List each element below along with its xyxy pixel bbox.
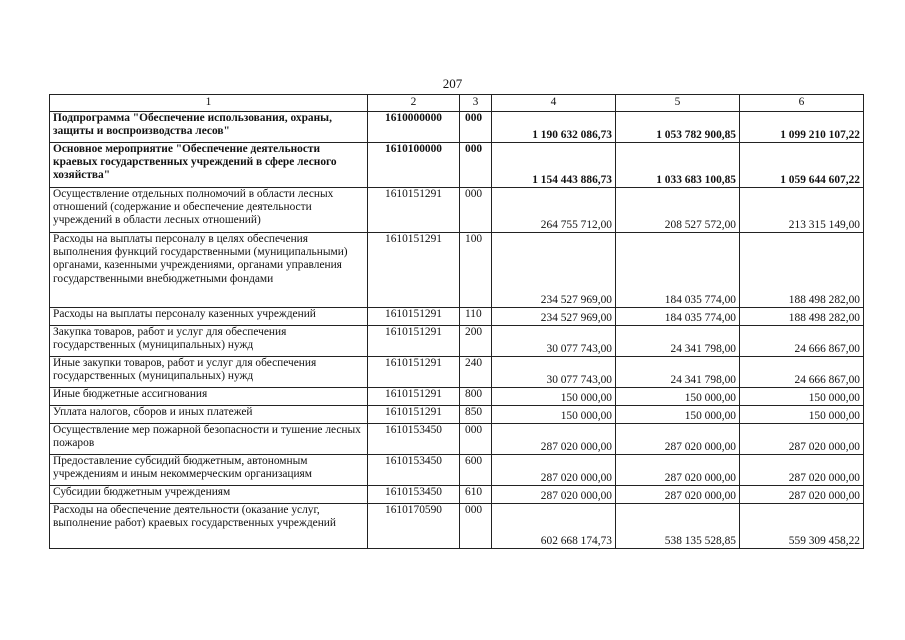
column-header: 2 <box>368 95 460 112</box>
column-header: 5 <box>616 95 740 112</box>
row-type-cell: 600 <box>460 455 492 486</box>
row-type-cell: 000 <box>460 112 492 143</box>
row-value-cell: 208 527 572,00 <box>616 188 740 233</box>
row-name-cell: Расходы на выплаты персоналу в целях обеспечения выполнения функций государственными (муниципальными) органами, казенными учреждениями, органами управления государственными внебюджетными фондами <box>50 233 368 308</box>
row-value-cell: 1 059 644 607,22 <box>740 143 864 188</box>
row-name-cell: Осуществление мер пожарной безопасности и тушение лесных пожаров <box>50 424 368 455</box>
row-type-cell: 000 <box>460 188 492 233</box>
column-header: 6 <box>740 95 864 112</box>
column-header: 3 <box>460 95 492 112</box>
table-row <box>50 504 864 549</box>
table-row <box>50 143 864 188</box>
table-row <box>50 308 864 326</box>
column-header: 1 <box>50 95 368 112</box>
row-type-cell: 850 <box>460 406 492 424</box>
row-type-cell: 000 <box>460 424 492 455</box>
row-code-cell: 1610151291 <box>368 188 460 233</box>
row-code-cell: 1610153450 <box>368 424 460 455</box>
row-value-cell: 1 053 782 900,85 <box>616 112 740 143</box>
row-code-cell: 1610151291 <box>368 326 460 357</box>
row-name-cell: Подпрограмма "Обеспечение использования, охраны, защиты и воспроизводства лесов" <box>50 112 368 143</box>
row-value-cell: 1 190 632 086,73 <box>492 112 616 143</box>
row-value-cell: 287 020 000,00 <box>740 486 864 504</box>
row-value-cell: 150 000,00 <box>492 388 616 406</box>
row-value-cell: 287 020 000,00 <box>492 424 616 455</box>
row-value-cell: 559 309 458,22 <box>740 504 864 549</box>
row-value-cell: 213 315 149,00 <box>740 188 864 233</box>
row-value-cell: 24 666 867,00 <box>740 357 864 388</box>
row-code-cell: 1610000000 <box>368 112 460 143</box>
row-value-cell: 264 755 712,00 <box>492 188 616 233</box>
row-code-cell: 1610151291 <box>368 388 460 406</box>
row-value-cell: 150 000,00 <box>616 388 740 406</box>
row-value-cell: 287 020 000,00 <box>740 424 864 455</box>
row-name-cell: Иные закупки товаров, работ и услуг для обеспечения государственных (муниципальных) нужд <box>50 357 368 388</box>
row-value-cell: 234 527 969,00 <box>492 308 616 326</box>
row-type-cell: 800 <box>460 388 492 406</box>
row-value-cell: 30 077 743,00 <box>492 326 616 357</box>
row-value-cell: 287 020 000,00 <box>616 486 740 504</box>
row-code-cell: 1610100000 <box>368 143 460 188</box>
row-value-cell: 24 666 867,00 <box>740 326 864 357</box>
row-value-cell: 287 020 000,00 <box>740 455 864 486</box>
row-value-cell: 150 000,00 <box>740 406 864 424</box>
row-name-cell: Субсидии бюджетным учреждениям <box>50 486 368 504</box>
table-row <box>50 486 864 504</box>
table-row <box>50 388 864 406</box>
row-value-cell: 24 341 798,00 <box>616 357 740 388</box>
row-value-cell: 538 135 528,85 <box>616 504 740 549</box>
row-name-cell: Основное мероприятие "Обеспечение деятельности краевых государственных учреждений в сфере лесного хозяйства" <box>50 143 368 188</box>
row-value-cell: 188 498 282,00 <box>740 233 864 308</box>
row-value-cell: 1 154 443 886,73 <box>492 143 616 188</box>
row-value-cell: 188 498 282,00 <box>740 308 864 326</box>
table-row <box>50 455 864 486</box>
row-code-cell: 1610151291 <box>368 308 460 326</box>
row-value-cell: 184 035 774,00 <box>616 233 740 308</box>
row-value-cell: 150 000,00 <box>616 406 740 424</box>
row-code-cell: 1610153450 <box>368 455 460 486</box>
row-value-cell: 287 020 000,00 <box>616 424 740 455</box>
row-name-cell: Закупка товаров, работ и услуг для обеспечения государственных (муниципальных) нужд <box>50 326 368 357</box>
page-number: 207 <box>442 76 463 91</box>
table-row <box>50 406 864 424</box>
table-header-row <box>50 95 864 112</box>
row-value-cell: 287 020 000,00 <box>492 455 616 486</box>
row-value-cell: 1 033 683 100,85 <box>616 143 740 188</box>
column-header: 4 <box>492 95 616 112</box>
budget-table <box>49 94 864 549</box>
row-value-cell: 234 527 969,00 <box>492 233 616 308</box>
row-value-cell: 150 000,00 <box>492 406 616 424</box>
row-code-cell: 1610151291 <box>368 406 460 424</box>
row-code-cell: 1610151291 <box>368 233 460 308</box>
row-type-cell: 000 <box>460 504 492 549</box>
row-name-cell: Иные бюджетные ассигнования <box>50 388 368 406</box>
table-row <box>50 357 864 388</box>
row-type-cell: 000 <box>460 143 492 188</box>
table-row <box>50 326 864 357</box>
row-code-cell: 1610151291 <box>368 357 460 388</box>
row-name-cell: Расходы на выплаты персоналу казенных учреждений <box>50 308 368 326</box>
row-name-cell: Расходы на обеспечение деятельности (оказание услуг, выполнение работ) краевых государственных учреждений <box>50 504 368 549</box>
row-name-cell: Осуществление отдельных полномочий в области лесных отношений (содержание и обеспечение деятельности учреждений в области лесных отношений) <box>50 188 368 233</box>
row-value-cell: 24 341 798,00 <box>616 326 740 357</box>
row-value-cell: 1 099 210 107,22 <box>740 112 864 143</box>
row-value-cell: 602 668 174,73 <box>492 504 616 549</box>
row-code-cell: 1610170590 <box>368 504 460 549</box>
table-row <box>50 424 864 455</box>
row-name-cell: Уплата налогов, сборов и иных платежей <box>50 406 368 424</box>
row-value-cell: 287 020 000,00 <box>492 486 616 504</box>
row-type-cell: 110 <box>460 308 492 326</box>
table-row <box>50 112 864 143</box>
table-row <box>50 188 864 233</box>
row-value-cell: 184 035 774,00 <box>616 308 740 326</box>
row-type-cell: 100 <box>460 233 492 308</box>
row-name-cell: Предоставление субсидий бюджетным, автономным учреждениям и иным некоммерческим организациям <box>50 455 368 486</box>
row-value-cell: 150 000,00 <box>740 388 864 406</box>
row-type-cell: 200 <box>460 326 492 357</box>
table-row <box>50 233 864 308</box>
row-code-cell: 1610153450 <box>368 486 460 504</box>
row-value-cell: 287 020 000,00 <box>616 455 740 486</box>
row-type-cell: 240 <box>460 357 492 388</box>
row-type-cell: 610 <box>460 486 492 504</box>
row-value-cell: 30 077 743,00 <box>492 357 616 388</box>
